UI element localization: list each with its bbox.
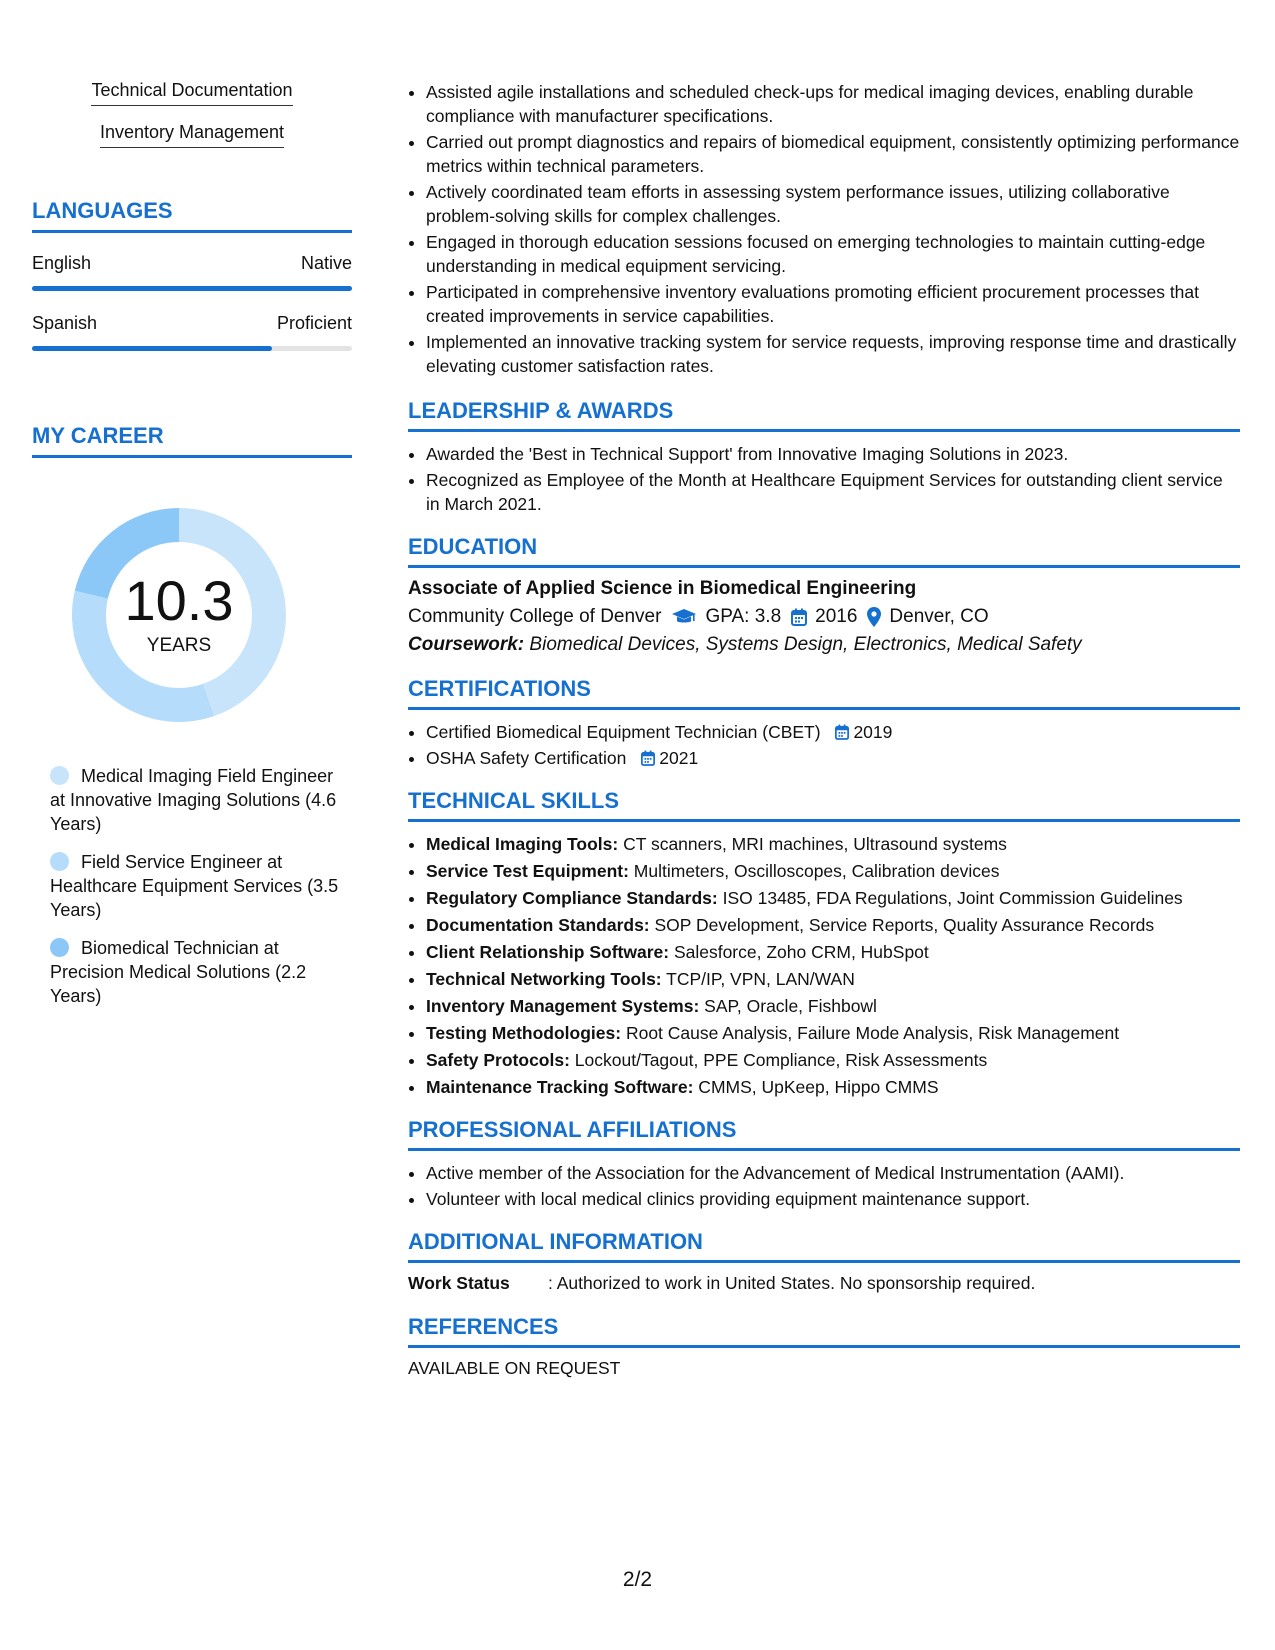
leadership-item: • Awarded the 'Best in Technical Support' from Innovative Imaging Solutions in 2023. xyxy=(426,442,1240,466)
languages-heading: LANGUAGES xyxy=(32,198,352,233)
skill-item xyxy=(426,886,1240,910)
skill-value: ISO 13485, FDA Regulations, Joint Commission Guidelines xyxy=(717,888,1183,908)
leadership-item: • Recognized as Employee of the Month at Healthcare Equipment Services for outstanding client service in March 2021. xyxy=(426,468,1240,516)
references-text: AVAILABLE ON REQUEST xyxy=(408,1358,621,1378)
legend-dot xyxy=(50,766,69,785)
skill-value: CMMS, UpKeep, Hippo CMMS xyxy=(693,1077,939,1097)
skill-label: Client Relationship Software: xyxy=(426,942,670,962)
work-status-label: Work Status xyxy=(408,1273,510,1293)
location-pin-icon xyxy=(867,607,881,627)
skill-item xyxy=(426,967,1240,991)
skill-value: SOP Development, Service Reports, Quality Assurance Records xyxy=(649,915,1155,935)
skill-label: Maintenance Tracking Software: xyxy=(426,1077,694,1097)
calendar-icon xyxy=(835,724,849,740)
language-name: English xyxy=(32,253,92,273)
education-school: Community College of Denver xyxy=(408,606,662,627)
language-bar xyxy=(32,286,352,291)
education-degree: Associate of Applied Science in Biomedical Engineering xyxy=(408,578,917,599)
calendar-icon xyxy=(641,750,655,766)
experience-bullet: • Engaged in thorough education sessions focused on emerging technologies to maintain cutting-edge understanding in medical equipment servicing. xyxy=(426,230,1240,278)
skill-tag: Technical Documentation xyxy=(91,80,292,106)
skill-item xyxy=(426,1021,1240,1045)
language-bar xyxy=(32,346,352,351)
leadership-list xyxy=(408,442,1240,516)
skill-label: Medical Imaging Tools: xyxy=(426,834,619,854)
skill-label: Inventory Management Systems: xyxy=(426,996,700,1016)
language-item xyxy=(32,313,352,351)
education-year: 2016 xyxy=(815,606,858,627)
leadership-heading: LEADERSHIP & AWARDS xyxy=(408,398,1240,432)
left-column xyxy=(32,80,352,1022)
technical-skills-list xyxy=(408,832,1240,1099)
experience-bullet: • Participated in comprehensive inventory evaluations promoting efficient procurement processes that created improvements in service capabilities. xyxy=(426,280,1240,328)
skill-value: CT scanners, MRI machines, Ultrasound systems xyxy=(618,834,1007,854)
skill-label: Testing Methodologies: xyxy=(426,1023,622,1043)
affiliations-heading: PROFESSIONAL AFFILIATIONS xyxy=(408,1117,1240,1151)
work-status-value: : Authorized to work in United States. No sponsorship required. xyxy=(548,1273,1036,1293)
education-gpa: GPA: 3.8 xyxy=(705,606,782,627)
certification-item xyxy=(426,746,1240,770)
skill-label: Regulatory Compliance Standards: xyxy=(426,888,718,908)
career-item-label: Biomedical Technician at Precision Medical Solutions (2.2 Years) xyxy=(50,938,307,1006)
career-total: 10.3 xyxy=(124,569,234,632)
language-item xyxy=(32,253,352,291)
language-level: Native xyxy=(300,253,352,273)
skill-value: Salesforce, Zoho CRM, HubSpot xyxy=(669,942,929,962)
certification-name: Certified Biomedical Equipment Technician (CBET) xyxy=(426,722,821,742)
education-entry xyxy=(408,578,1240,656)
skill-item xyxy=(426,859,1240,883)
coursework-label: Coursework: xyxy=(408,634,525,655)
skill-value: TCP/IP, VPN, LAN/WAN xyxy=(661,969,855,989)
page-number: 2/2 xyxy=(622,1568,653,1591)
career-heading: MY CAREER xyxy=(32,423,352,458)
skill-value: Root Cause Analysis, Failure Mode Analysis, Risk Management xyxy=(621,1023,1120,1043)
experience-bullet: • Actively coordinated team efforts in assessing system performance issues, utilizing collaborative problem-solving skills for complex challenges. xyxy=(426,180,1240,228)
certification-item xyxy=(426,720,1240,744)
coursework-value: Biomedical Devices, Systems Design, Electronics, Medical Safety xyxy=(524,634,1082,655)
affiliation-item: • Active member of the Association for the Advancement of Medical Instrumentation (AAMI). xyxy=(426,1161,1240,1185)
additional-info-heading: ADDITIONAL INFORMATION xyxy=(408,1229,1240,1263)
legend-dot xyxy=(50,938,69,957)
certification-name: OSHA Safety Certification xyxy=(426,748,627,768)
skill-label: Technical Networking Tools: xyxy=(426,969,662,989)
language-bar-fill xyxy=(32,286,352,291)
references-heading: REFERENCES xyxy=(408,1314,1240,1348)
career-donut xyxy=(66,502,292,728)
career-unit: YEARS xyxy=(146,635,212,656)
skill-item xyxy=(426,994,1240,1018)
education-location: Denver, CO xyxy=(889,606,989,627)
education-coursework xyxy=(408,634,1240,656)
career-item-label: Medical Imaging Field Engineer at Innovative Imaging Solutions (4.6 Years) xyxy=(50,766,337,834)
calendar-icon xyxy=(791,608,807,626)
skill-value: Lockout/Tagout, PPE Compliance, Risk Assessments xyxy=(569,1050,988,1070)
skill-tags xyxy=(32,80,352,164)
certifications-heading: CERTIFICATIONS xyxy=(408,676,1240,710)
career-item xyxy=(50,850,340,922)
skill-label: Service Test Equipment: xyxy=(426,861,629,881)
technical-skills-heading: TECHNICAL SKILLS xyxy=(408,788,1240,822)
certification-year: 2019 xyxy=(853,722,893,742)
graduation-cap-icon xyxy=(671,608,697,626)
language-name: Spanish xyxy=(32,313,98,333)
skill-item xyxy=(426,1075,1240,1099)
work-status-row xyxy=(408,1273,1240,1294)
skill-value: SAP, Oracle, Fishbowl xyxy=(699,996,877,1016)
experience-bullet: • Carried out prompt diagnostics and repairs of biomedical equipment, consistently optimizing performance metrics within technical parameters. xyxy=(426,130,1240,178)
certification-year: 2021 xyxy=(659,748,699,768)
language-level: Proficient xyxy=(276,313,352,333)
certifications-list xyxy=(408,720,1240,770)
career-list xyxy=(50,764,340,1008)
skill-item xyxy=(426,913,1240,937)
experience-bullet: • Assisted agile installations and scheduled check-ups for medical imaging devices, enabling durable compliance with manufacturer specifications. xyxy=(426,80,1240,128)
affiliation-item: • Volunteer with local medical clinics providing equipment maintenance support. xyxy=(426,1187,1240,1211)
career-item xyxy=(50,936,340,1008)
languages-section xyxy=(32,198,352,351)
affiliations-list xyxy=(408,1161,1240,1211)
skill-item xyxy=(426,832,1240,856)
skill-item xyxy=(426,940,1240,964)
skill-item xyxy=(426,1048,1240,1072)
skill-label: Documentation Standards: xyxy=(426,915,650,935)
career-item-label: Field Service Engineer at Healthcare Equipment Services (3.5 Years) xyxy=(50,852,339,920)
experience-bullets xyxy=(408,80,1240,378)
skill-value: Multimeters, Oscilloscopes, Calibration devices xyxy=(628,861,1000,881)
legend-dot xyxy=(50,852,69,871)
education-heading: EDUCATION xyxy=(408,534,1240,568)
experience-bullet: • Implemented an innovative tracking system for service requests, improving response time and drastically elevating customer satisfaction rates. xyxy=(426,330,1240,378)
skill-label: Safety Protocols: xyxy=(426,1050,570,1070)
career-item xyxy=(50,764,340,836)
skill-tag: Inventory Management xyxy=(100,122,284,148)
right-column xyxy=(408,80,1240,1379)
language-bar-fill xyxy=(32,346,272,351)
career-section xyxy=(32,423,352,1008)
